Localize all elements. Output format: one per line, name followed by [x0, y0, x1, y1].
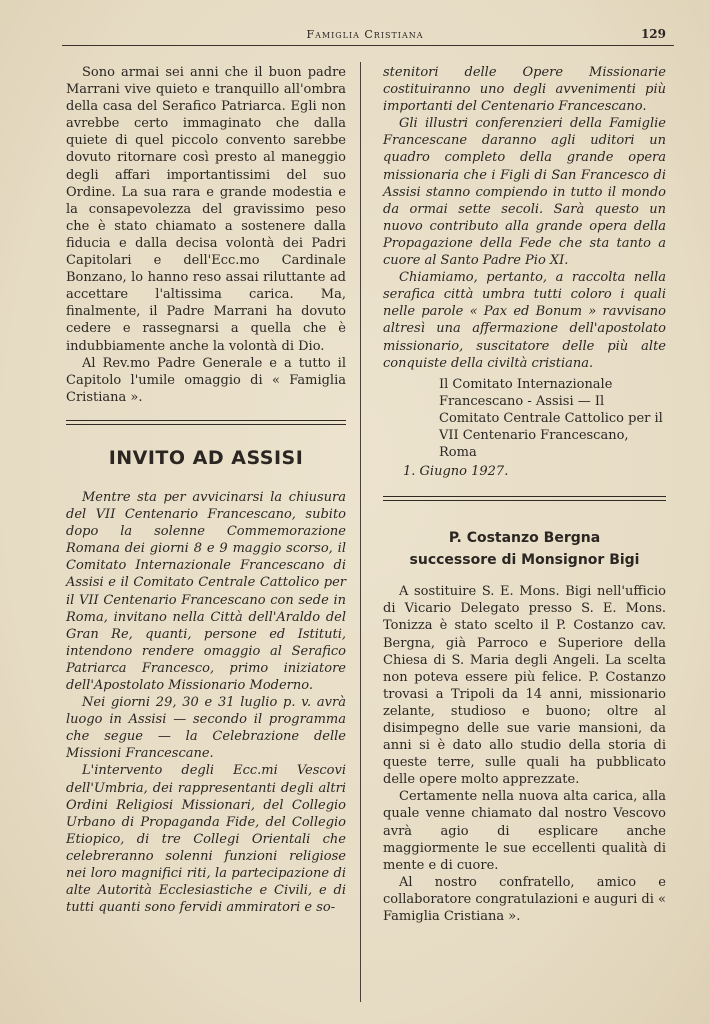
omaggio-paragraph: Al Rev.mo Padre Generale e a tutto il Capitolo l'umile omaggio di « Famiglia Cristiana ». — [66, 355, 346, 405]
invito-paragraph-3: L'intervento degli Ecc.mi Vescovi dell'Umbria, dei rappresentanti degli altri Ordini Religiosi Missionari, del Collegio Urbano di Propaganda Fide, del Collegio Etiopico, di tre Collegi Orientali che celebreranno solenni funzioni religiose nei loro magnifici riti, la partecipazione di alte Autorità Ecclesiastiche e Civili, e di tutti quanti sono fervidi ammiratori e so- — [66, 763, 346, 916]
section-double-rule-right — [383, 496, 666, 501]
chiamiamo-paragraph: Chiamiamo, pertanto, a raccolta nella serafica città umbra tutti coloro i quali nelle parole « Pax ed Bonum » ravvisano altresì una affermazione dell'apostolato missionario, suscitatore delle più alte conquiste della civiltà cristiana. — [383, 270, 666, 371]
bergna-heading: P. Costanzo Bergna — [448, 530, 601, 547]
running-header-title: Famiglia Cristiana — [306, 28, 424, 41]
bergna-paragraph-1: A sostituire S. E. Mons. Bigi nell'ufficio di Vicario Delegato presso S. E. Mons. Tonizza è stato scelto il P. Costanzo cav. Bergna, già Parroco e Superiore della Chiesa di S. Maria degli Angeli. La scelta non poteva essere più felice. P. Costanzo trovasi a Tripoli da 14 anni, missionario zelante, studioso e buono; oltre al disimpegno delle sue varie mansioni, da anni si è dato allo studio della storia di queste terre, sulle quali ha pubblicato delle opere molto apprezzate. — [383, 584, 666, 788]
header-rule — [62, 45, 674, 46]
right-column — [383, 64, 666, 925]
invito-paragraph-1: Mentre sta per avvicinarsi la chiusura del VII Centenario Francescano, subito dopo la solenne Commemorazione Romana dei giorni 8 e 9 maggio scorso, il Comitato Internazionale Francescano di Assisi e il Comitato Centrale Cattolico per il VII Centenario Francescano con sede in Roma, invitano nella Città dell'Araldo del Gran Re, quanti, persone ed Istituti, intendono rendere omaggio al Serafico Patriarca Francesco, primo iniziatore dell'Apostolato Missionario Moderno. — [66, 489, 346, 693]
left-column — [66, 64, 346, 916]
invito-paragraph-2: Nei giorni 29, 30 e 31 luglio p. v. avrà luogo in Assisi — secondo il programma che segue — la Celebrazione delle Missioni Francescane. — [66, 695, 346, 762]
bergna-paragraph-2: Certamente nella nuova alta carica, alla quale venne chiamato dal nostro Vescovo avrà agio di esplicare anche maggiormente le sue eccellenti qualità di mente e di cuore. — [383, 789, 666, 873]
conferenzieri-paragraph: Gli illustri conferenzieri della Famiglie Francescane daranno agli uditori un quadro completo della grande opera missionaria che i Figli di San Francesco di Assisi stanno compiendo in tutto il mondo da ormai sette secoli. Sarà questo un nuovo contributo alla grande opera della Propagazione della Fede che sta tanto a cuore al Santo Padre Pio XI. — [383, 116, 666, 269]
invito-heading: INVITO AD ASSISI — [108, 446, 304, 469]
section-double-rule — [66, 420, 346, 425]
marrani-paragraph: Sono armai sei anni che il buon padre Marrani vive quieto e tranquillo all'ombra della casa del Serafico Patriarca. Egli non avrebbe certo immaginato che dalla quiete di quel piccolo convento sarebbe dovuto ritornare così presto al maneggio degli affari importantissimi del suo Ordine. La sua rara e grande modestia e la consapevolezza del gravissimo peso che è stato chiamato a sostenere dalla fiducia e dalla decisa volontà dei Padri Capitolari e dell'Ecc.mo Cardinale Bonzano, lo hanno reso assai riluttante ad accettare l'altissima carica. Ma, finalmente, il Padre Marrani ha dovuto cedere e rassegnarsi a quella che è indubbiamente anche la volontà di Dio. — [66, 65, 346, 354]
signature-date: 1. Giugno 1927. — [403, 464, 509, 480]
invito-continuation-paragraph: stenitori delle Opere Missionarie costituiranno uno degli avvenimenti più importanti del Centenario Francescano. — [383, 65, 666, 115]
column-divider — [360, 62, 361, 1002]
committee-signature: Il Comitato Internazionale Francescano - Assisi — Il Comitato Centrale Cattolico per il VII Centenario Francescano, Roma — [439, 376, 663, 461]
bergna-subheading: successore di Monsignor Bigi — [409, 552, 640, 569]
bergna-paragraph-3: Al nostro confratello, amico e collaboratore congratulazioni e auguri di « Famiglia Cristiana ». — [383, 874, 666, 925]
page-number: 129 — [640, 27, 666, 41]
